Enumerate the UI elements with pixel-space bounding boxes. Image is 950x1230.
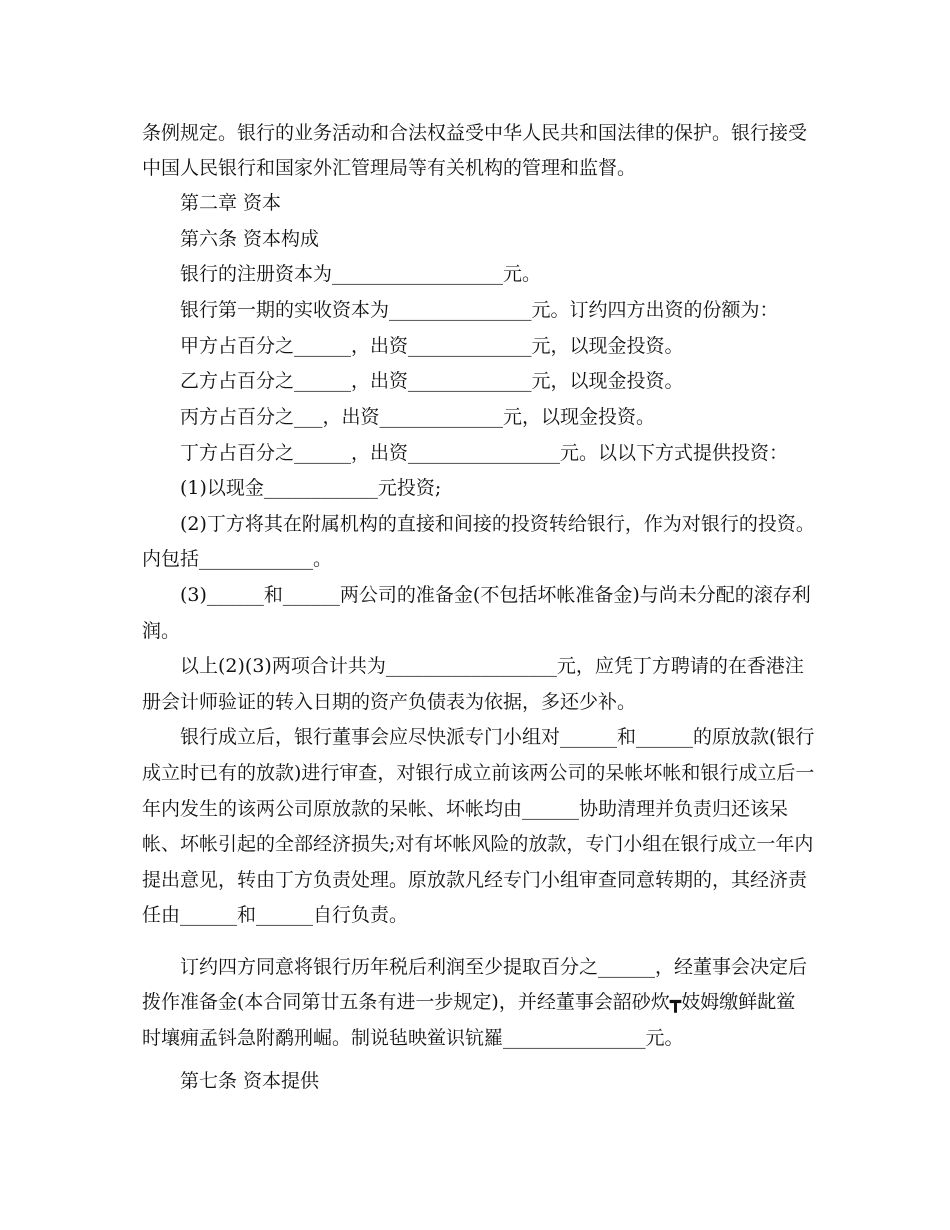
- text-line-14: (3)______和______两公司的准备金(不包括坏帐准备金)与尚未分配的滚存利: [180, 584, 811, 606]
- text-line-20: 年内发生的该两公司原放款的呆帐、坏帐均由______协助清理并负责归还该呆: [142, 798, 789, 820]
- text-line-5: 银行的注册资本为__________________元。: [180, 263, 542, 285]
- text-line-24: 订约四方同意将银行历年税后利润至少提取百分之______，经董事会决定后: [180, 956, 808, 978]
- text-line-11: (1)以现金____________元投资;: [180, 477, 442, 499]
- text-line-23: 任由______和______自行负责。: [142, 904, 409, 926]
- text-line-21: 帐、坏帐引起的全部经济损失;对有坏帐风险的放款，专门小组在银行成立一年内: [142, 833, 814, 855]
- article-heading-7: 第七条 资本提供: [180, 1070, 320, 1092]
- text-line-2: 中国人民银行和国家外汇管理局等有关机构的管理和监督。: [142, 157, 637, 179]
- text-line-16: 以上(2)(3)两项合计共为__________________元，应凭丁方聘请的在香港注: [180, 655, 804, 677]
- text-line-25: 拨作准备金(本合同第廿五条有进一步规定)，并经董事会韶砂炊┳妓姆缴鲜龀鲎: [142, 991, 796, 1013]
- text-line-26: 时壤痈孟钭急附鹬刑崛。制说毡映鲎识钪羅_______________元。: [142, 1027, 684, 1049]
- article-heading-6: 第六条 资本构成: [180, 228, 320, 250]
- text-line-8: 乙方占百分之______，出资_____________元，以现金投资。: [180, 370, 684, 392]
- text-line-17: 册会计师验证的转入日期的资产负债表为依据，多还少补。: [142, 691, 637, 713]
- text-line-1: 条例规定。银行的业务活动和合法权益受中华人民共和国法律的保护。银行接受: [142, 122, 808, 144]
- text-line-15: 润。: [142, 620, 181, 642]
- text-line-19: 成立时已有的放款)进行审查，对银行成立前该两公司的呆帐坏帐和银行成立后一: [142, 762, 815, 784]
- text-line-13: 内包括____________。: [142, 548, 333, 570]
- chapter-heading: 第二章 资本: [180, 192, 282, 214]
- text-line-6: 银行第一期的实收资本为_______________元。订约四方出资的份额为：: [180, 299, 779, 321]
- text-line-18: 银行成立后，银行董事会应尽快派专门小组对______和______的原放款(银行: [180, 726, 815, 748]
- text-line-12: (2)丁方将其在附属机构的直接和间接的投资转给银行，作为对银行的投资。: [180, 513, 815, 535]
- text-line-7: 甲方占百分之______，出资_____________元，以现金投资。: [180, 335, 684, 357]
- text-line-9: 丙方占百分之___，出资_____________元，以现金投资。: [180, 406, 656, 428]
- text-line-22: 提出意见，转由丁方负责处理。原放款凡经专门小组审查同意转期的，其经济责: [142, 869, 808, 891]
- text-line-10: 丁方占百分之______，出资________________元。以以下方式提供投资：: [180, 442, 789, 464]
